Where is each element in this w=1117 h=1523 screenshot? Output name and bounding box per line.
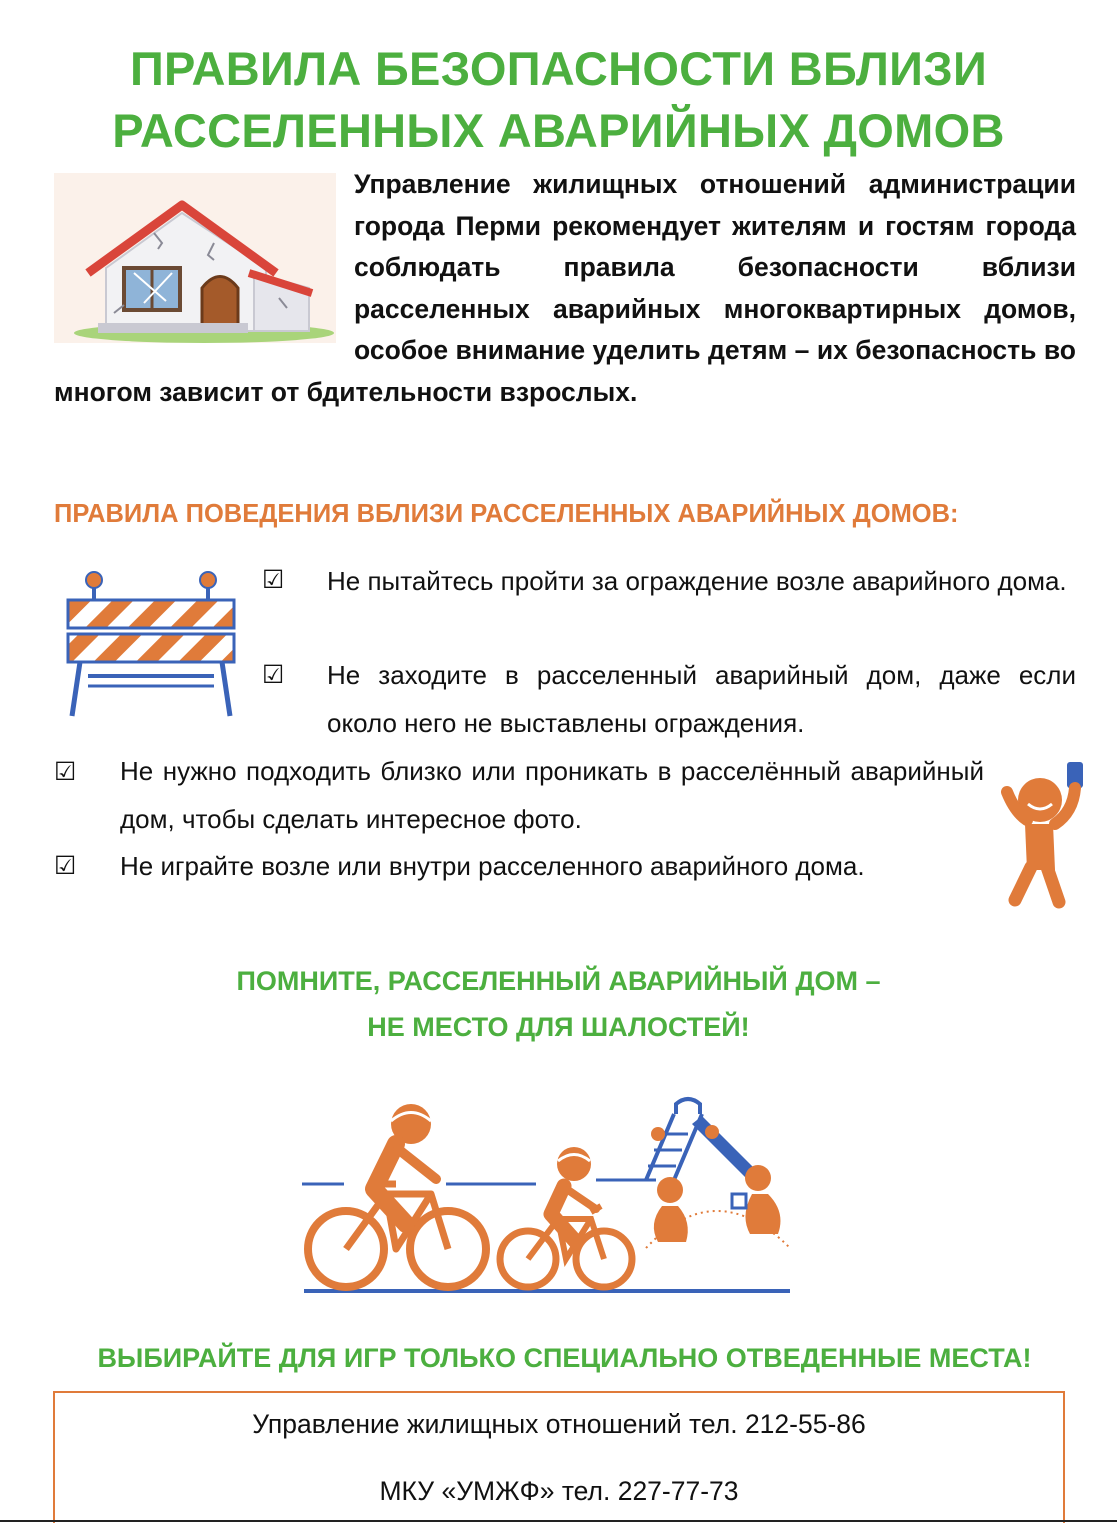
rule-1: Не пытайтесь пройти за ограждение возле аварийного дома.	[327, 566, 1067, 596]
rule-2: Не заходите в расселенный аварийный дом, даже если около него не выставлены ограждения.	[327, 660, 1076, 738]
rule-4: Не играйте возле или внутри расселенного аварийного дома.	[120, 851, 865, 881]
bottom-divider	[0, 1520, 1117, 1522]
contact-umzhf: МКУ «УМЖФ» тел. 227-77-73	[379, 1476, 739, 1506]
contacts-box	[53, 1391, 1065, 1523]
intro-image-space	[54, 164, 354, 369]
checkbox-icon: ☑	[54, 851, 77, 880]
contact-housing-department: Управление жилищных отношений тел. 212-55-86	[252, 1409, 866, 1439]
road-barrier-icon	[60, 568, 240, 720]
checkbox-icon: ☑	[262, 660, 285, 689]
rule-3: Не нужно подходить близко или проникать в расселённый аварийный дом, чтобы сделать интересное фото.	[120, 756, 984, 834]
remember-message	[0, 958, 1117, 1050]
remember-line-1: ПОМНИТЕ, РАССЕЛЕННЫЙ АВАРИЙНЫЙ ДОМ –	[236, 966, 881, 996]
kids-playground-icon	[296, 1094, 800, 1300]
choose-places-message: ВЫБИРАЙТЕ ДЛЯ ИГР ТОЛЬКО СПЕЦИАЛЬНО ОТВЕДЕННЫЕ МЕСТА!	[97, 1343, 1032, 1373]
page-title-line-2: РАССЕЛЕННЫХ АВАРИЙНЫХ ДОМОВ	[112, 104, 1005, 157]
checkbox-icon: ☑	[262, 565, 285, 594]
child-selfie-icon	[995, 752, 1090, 922]
page-title	[0, 38, 1117, 162]
intro-text: Управление жилищных отношений администрации города Перми рекомендует жителям и гостям города соблюдать правила безопасности вблизи расселенных аварийных многоквартирных домов, особое внимание уделить детям – их безопасность во многом зависит от бдительности взрослых.	[54, 169, 1076, 407]
rules-heading: ПРАВИЛА ПОВЕДЕНИЯ ВБЛИЗИ РАССЕЛЕННЫХ АВАРИЙНЫХ ДОМОВ:	[54, 500, 959, 528]
page-title-line-1: ПРАВИЛА БЕЗОПАСНОСТИ ВБЛИЗИ	[129, 42, 988, 95]
intro-paragraph	[54, 164, 1076, 413]
checkbox-icon: ☑	[54, 757, 77, 786]
remember-line-2: НЕ МЕСТО ДЛЯ ШАЛОСТЕЙ!	[367, 1012, 750, 1042]
